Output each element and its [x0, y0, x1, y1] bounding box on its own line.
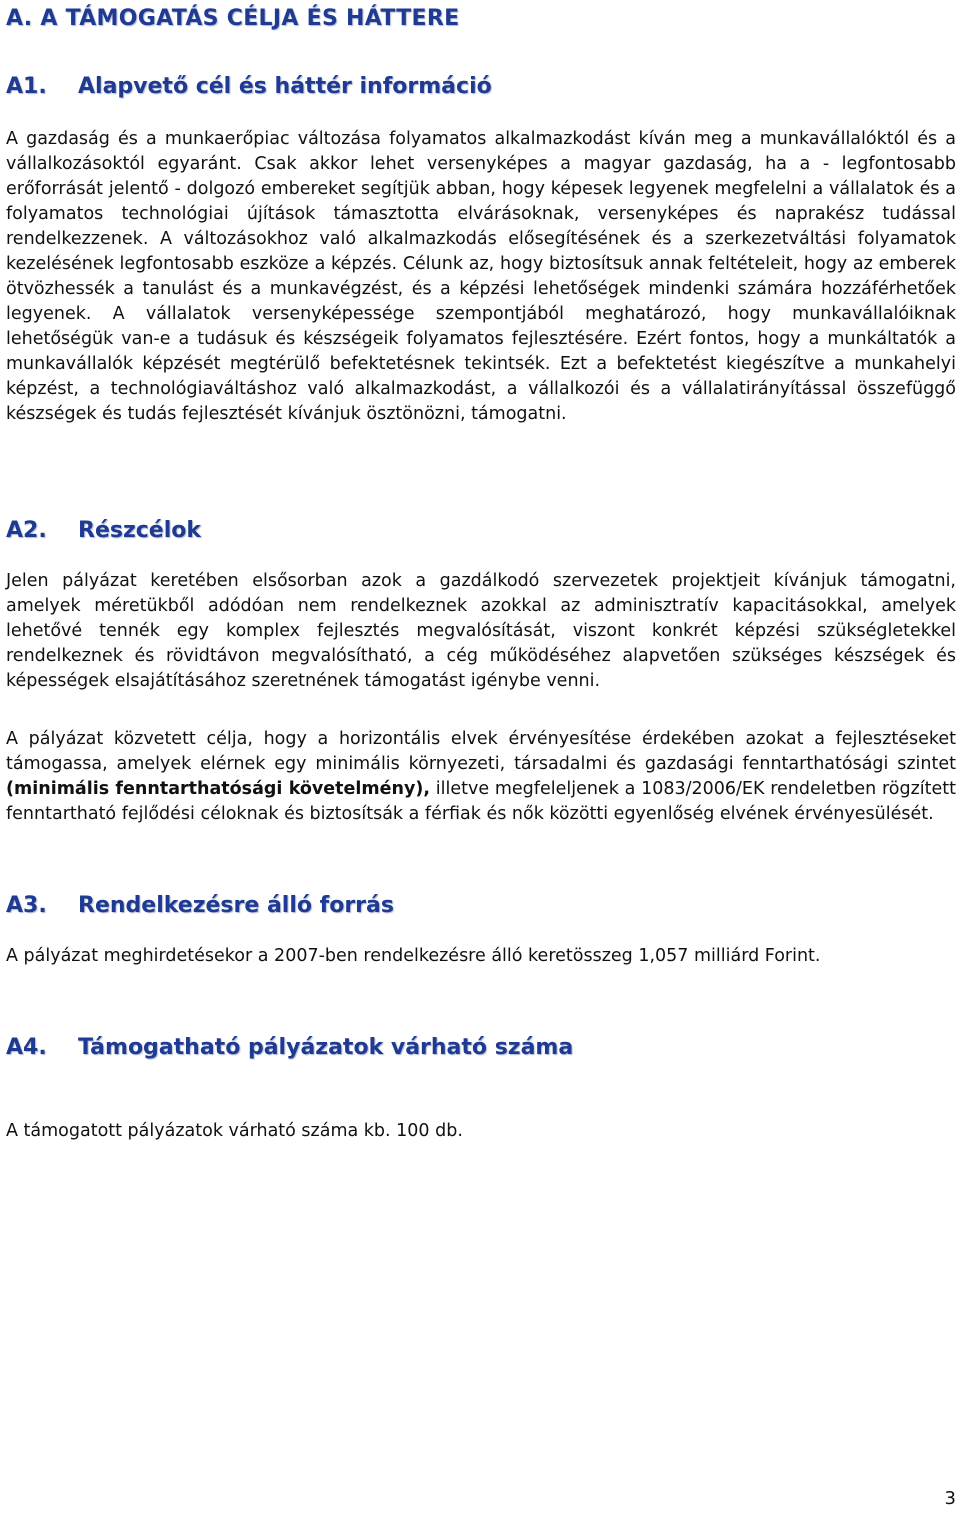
section-title: Részcélok: [78, 518, 202, 543]
paragraph-a2-2: [6, 727, 956, 827]
paragraph-text: A pályázat közvetett célja, hogy a horizontális elvek érvényesítése érdekében azokat a fejlesztéseket támogassa, amelyek elérnek egy minimális környezeti, társadalmi és gazdasági fenntarthatósági szintet: [6, 729, 956, 774]
emphasis-text: (minimális fenntarthatósági követelmény),: [6, 779, 431, 799]
paragraph-a2-1: Jelen pályázat keretében elsősorban azok a gazdálkodó szervezetek projektjeit kívánjuk támogatni, amelyek méretükből adódóan nem rendelkeznek azokkal az adminisztratív kapacitásokkal, amelyek lehetővé tennék egy komplex fejlesztés megvalósítását, viszont konkrét képzési szükségletekkel rendelkeznek és rövidtávon megvalósítható, a cég működéséhez alapvetően szükséges készségek és képességek elsajátításához szeretnének támogatást igénybe venni.: [6, 571, 956, 691]
section-heading-a1: [6, 74, 492, 99]
section-title: Alapvető cél és háttér információ: [78, 74, 492, 99]
section-number: A1.: [6, 74, 47, 99]
section-number: A4.: [6, 1035, 47, 1060]
section-heading-a4: [6, 1035, 573, 1060]
paragraph-a1-1: A gazdaság és a munkaerőpiac változása folyamatos alkalmazkodást kíván meg a munkavállalóktól és a vállalkozásoktól egyaránt. Csak akkor lehet versenyképes a magyar gazdaság, ha a - legfontosabb erőforrását jelentő - dolgozó embereket segítjük abban, hogy képesek legyenek megfelelni a vállalatok és a folyamatos technológiai újítások támasztotta elvárásoknak, versenyképes és naprakész tudással rendelkezzenek. A változásokhoz való alkalmazkodás elősegítésének és a szerkezetváltási folyamatok kezelésének legfontosabb eszköze a képzés. Célunk az, hogy biztosítsuk annak feltételeit, hogy az emberek ötvözhessék a tanulást és a munkavégzést, és a képzési lehetőségek mindenki számára hozzáférhetőek legyenek. A vállalatok versenyképessége szempontjából meghatározó, hogy munkavállalóiknak lehetőségük van-e a tudásuk és készségeik folyamatos fejlesztésére. Ezért fontos, hogy a munkáltatók a munkavállalók képzését megtérülő befektetésnek tekintsék. Ezt a befektetést kiegészítve a munkahelyi képzést, a technológiaváltáshoz való alkalmazkodást, a vállalkozói és a vállalatirányítással összefüggő készségek és tudás fejlesztését kívánjuk ösztönözni, támogatni.: [6, 129, 956, 424]
section-number: A2.: [6, 518, 47, 543]
section-number: A3.: [6, 893, 47, 918]
section-heading-a2: [6, 518, 201, 543]
paragraph-text: illetve megfeleljenek a 1083/2006/EK rendeletben rögzített fenntartható fejlődési céloknak és biztosítsák a férfiak és nők közötti egyenlőség elvének érvényesülését.: [6, 779, 956, 824]
section-title: Rendelkezésre álló forrás: [78, 893, 394, 918]
section-heading-a3: [6, 893, 394, 918]
paragraph-a3-1: A pályázat meghirdetésekor a 2007-ben rendelkezésre álló keretösszeg 1,057 milliárd Forint.: [6, 946, 821, 966]
section-title: Támogatható pályázatok várható száma: [78, 1035, 574, 1060]
paragraph-a4-1: A támogatott pályázatok várható száma kb. 100 db.: [6, 1121, 463, 1141]
main-title: A. A TÁMOGATÁS CÉLJA ÉS HÁTTERE: [6, 6, 460, 31]
page-number: 3: [944, 1488, 956, 1509]
